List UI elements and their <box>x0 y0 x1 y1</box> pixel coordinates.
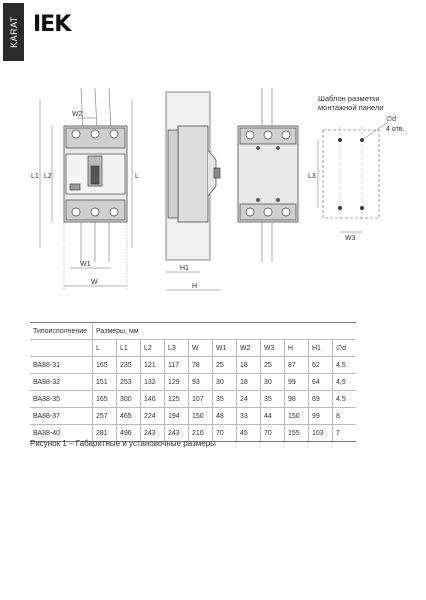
cell: 165 <box>93 357 117 374</box>
cell: 210 <box>189 425 213 442</box>
cell: 8 <box>333 408 357 425</box>
cell: 4,5 <box>333 391 357 408</box>
header-col: H <box>285 340 309 357</box>
side-view <box>166 92 221 290</box>
side-tab <box>3 3 24 61</box>
label-l1: L1 <box>31 173 39 180</box>
cell: 25 <box>261 357 285 374</box>
label-w2: W2 <box>72 111 83 118</box>
header-col: W3 <box>261 340 285 357</box>
label-w1: W1 <box>80 261 91 268</box>
table-row <box>30 391 356 408</box>
front-view <box>40 88 132 290</box>
cell: 125 <box>165 391 189 408</box>
cell: 70 <box>213 425 237 442</box>
header-col: L3 <box>165 340 189 357</box>
cell: 165 <box>93 391 117 408</box>
cell: 48 <box>213 408 237 425</box>
mounting-template <box>318 122 388 232</box>
header-col: ∅d <box>333 340 357 357</box>
row-type: ВА88-31 <box>30 357 93 374</box>
row-type: ВА88-40 <box>30 425 93 442</box>
cell: 93 <box>189 374 213 391</box>
label-hole-count: 4 отв. <box>386 126 405 133</box>
cell: 33 <box>237 408 261 425</box>
table-row <box>30 374 356 391</box>
header-col: L <box>93 340 117 357</box>
cell: 18 <box>237 357 261 374</box>
cell: 69 <box>309 391 333 408</box>
cell: 78 <box>189 357 213 374</box>
cell: 70 <box>261 425 285 442</box>
cell: 146 <box>141 391 165 408</box>
header-col: L2 <box>141 340 165 357</box>
cell: 235 <box>117 357 141 374</box>
cell: 132 <box>141 374 165 391</box>
cell: 44 <box>261 408 285 425</box>
cell: 35 <box>261 391 285 408</box>
cell: 30 <box>213 374 237 391</box>
cell: 4,5 <box>333 357 357 374</box>
label-h1: H1 <box>180 265 189 272</box>
cell: 117 <box>165 357 189 374</box>
label-w3: W3 <box>345 235 356 242</box>
row-type: ВА88-35 <box>30 391 93 408</box>
cell: 257 <box>93 408 117 425</box>
label-l2: L2 <box>44 173 52 180</box>
cell: 496 <box>117 425 141 442</box>
label-l3: L3 <box>308 173 316 180</box>
dimensions-table <box>30 322 356 442</box>
cell: 98 <box>285 391 309 408</box>
cell: 107 <box>189 391 213 408</box>
cell: 281 <box>93 425 117 442</box>
cell: 99 <box>285 374 309 391</box>
header-col: W <box>189 340 213 357</box>
cell: 150 <box>285 408 309 425</box>
row-type: ВА88-37 <box>30 408 93 425</box>
cell: 4,5 <box>333 374 357 391</box>
template-label-line2: монтажной панели <box>318 103 384 112</box>
label-h: H <box>192 283 198 290</box>
template-label-line1: Шаблон разметки <box>318 94 380 103</box>
header-dims: Размеры, мм <box>93 323 357 340</box>
label-l: L <box>135 173 139 180</box>
cell: 243 <box>165 425 189 442</box>
label-w: W <box>91 279 98 286</box>
header-col: W1 <box>213 340 237 357</box>
template-label <box>318 94 383 112</box>
logo-text: IEK <box>33 12 71 37</box>
cell: 151 <box>93 374 117 391</box>
cell: 25 <box>213 357 237 374</box>
back-view <box>238 88 298 262</box>
table-header-top <box>30 323 356 340</box>
cell: 300 <box>117 391 141 408</box>
table-row <box>30 408 356 425</box>
iek-logo <box>33 14 70 36</box>
label-hole-diameter: ∅d <box>386 116 396 123</box>
cell: 253 <box>117 374 141 391</box>
cell: 24 <box>237 391 261 408</box>
cell: 224 <box>141 408 165 425</box>
cell: 129 <box>165 374 189 391</box>
cell: 150 <box>189 408 213 425</box>
cell: 194 <box>165 408 189 425</box>
cell: 18 <box>237 374 261 391</box>
cell: 7 <box>333 425 357 442</box>
side-tab-label: KARAT <box>8 16 19 48</box>
dimension-drawing <box>0 80 426 305</box>
cell: 64 <box>309 374 333 391</box>
cell: 87 <box>285 357 309 374</box>
cell: 243 <box>141 425 165 442</box>
figure-caption: Рисунок 1 – Габаритные и установочные размеры <box>30 439 216 448</box>
cell: 45 <box>237 425 261 442</box>
header-col: W2 <box>237 340 261 357</box>
header-col: H1 <box>309 340 333 357</box>
header-col: L1 <box>117 340 141 357</box>
table-header-cols <box>30 340 356 357</box>
row-type: ВА88-32 <box>30 374 93 391</box>
table-row <box>30 357 356 374</box>
header-type: Типоисполнение <box>30 323 93 340</box>
cell: 121 <box>141 357 165 374</box>
cell: 62 <box>309 357 333 374</box>
cell: 35 <box>213 391 237 408</box>
cell: 155 <box>285 425 309 442</box>
cell: 30 <box>261 374 285 391</box>
cell: 99 <box>309 408 333 425</box>
cell: 465 <box>117 408 141 425</box>
cell: 103 <box>309 425 333 442</box>
